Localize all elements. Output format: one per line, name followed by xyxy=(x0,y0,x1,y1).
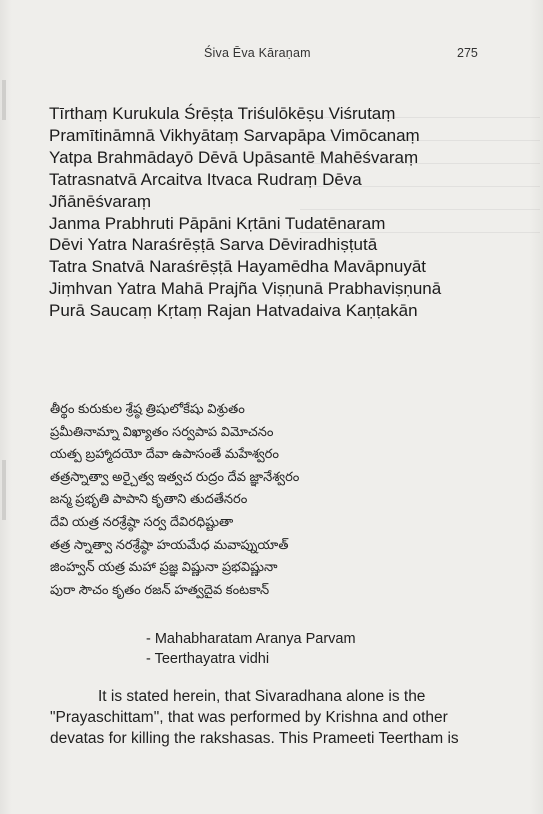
verse-line: Jñānēśvaraṃ xyxy=(49,191,152,211)
verse-line: Purā Saucaṃ Kṛtaṃ Rajan Hatvadaiva Kaṇṭakān xyxy=(49,301,418,321)
verse-line: Pramītināmnā Vikhyātaṃ Sarvapāpa Vimōcanaṃ xyxy=(49,125,420,145)
telugu-line: దేవి యత్ర నరశ్రేష్ఠా సర్వ దేవిరధిష్టుతా xyxy=(50,513,234,529)
verse-line: Tatra Snatvā Naraśrēṣṭā Hayamēdha Mavāpnuyāt xyxy=(49,257,427,277)
telugu-line: తత్రస్నాత్వా అర్చైత్వ ఇత్వచ రుద్రం దేవ జ్ఞానేశ్వరం xyxy=(50,468,300,484)
running-header xyxy=(0,46,543,66)
telugu-line: పురా సౌచం కృతం రజన్ హత్వదైవ కంటకాన్ xyxy=(50,581,270,597)
telugu-line: తీర్థం కురుకుల శ్రేష్ఠ త్రిషులోకేషు విశ్రుతం xyxy=(50,401,245,416)
telugu-line: జింహ్వన్ యత్ర మహా ప్రజ్ఞ విష్ణునా ప్రభవిష్ణునా xyxy=(50,559,278,575)
paragraph-line: It is stated herein, that Sivaradhana alone is the xyxy=(98,688,426,705)
source-citation xyxy=(146,629,356,669)
paragraph-line: "Prayaschittam", that was performed by Krishna and other xyxy=(50,709,448,726)
telugu-line: జన్మ ప్రభృతి పాపాని కృతాని తుదతేనరం xyxy=(50,491,248,507)
page-number: 275 xyxy=(457,46,478,60)
binding-edge-mark xyxy=(2,460,6,520)
verse-line: Yatpa Brahmādayō Dēvā Upāsantē Mahēśvaraṃ xyxy=(49,147,419,167)
body-paragraph xyxy=(50,686,502,749)
binding-edge-mark xyxy=(2,80,6,120)
transliterated-verse-block xyxy=(49,103,519,322)
verse-line: Tīrthaṃ Kurukula Śrēṣṭa Triśulōkēṣu Viśrutaṃ xyxy=(49,104,396,123)
verse-line: Jiṃhvan Yatra Mahā Prajña Viṣṇunā Prabhaviṣṇunā xyxy=(49,279,442,299)
paragraph-line: devatas for killing the rakshasas. This Prameeti Teertham is xyxy=(50,730,459,747)
source-line: - Mahabharatam Aranya Parvam xyxy=(146,631,356,647)
chapter-title: Śiva Ēva Kāraṇam xyxy=(204,46,311,60)
telugu-verse-block xyxy=(50,398,490,601)
verse-line: Dēvi Yatra Naraśrēṣṭā Sarva Dēviradhiṣṭutā xyxy=(49,235,378,255)
telugu-line: తత్ర స్నాత్వా నరశ్రేష్ఠా హయమేధ మవాప్నుయాత్ xyxy=(50,536,289,552)
verse-line: Tatrasnatvā Arcaitva Itvaca Rudraṃ Dēva xyxy=(49,169,362,189)
verse-line: Janma Prabhruti Pāpāni Kṛtāni Tudatēnaram xyxy=(49,213,386,233)
telugu-line: ప్రమీతినామ్నా విఖ్యాతం సర్వపాప విమోచనం xyxy=(50,423,274,439)
telugu-line: యత్ప బ్రహ్మాదయో దేవా ఉపాసంతే మహేశ్వరం xyxy=(50,446,279,462)
source-line: - Teerthayatra vidhi xyxy=(146,651,270,667)
